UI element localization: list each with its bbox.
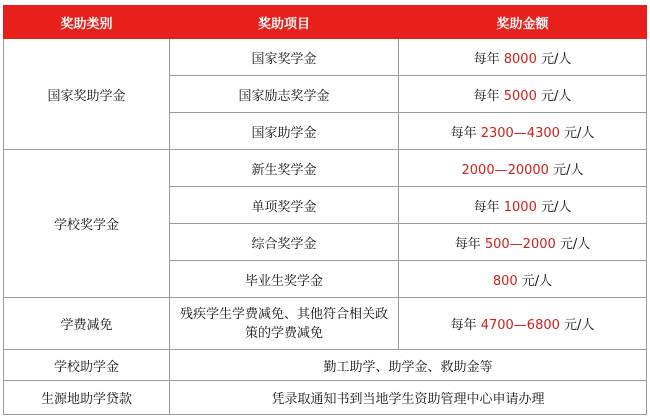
amount-cell — [399, 261, 647, 298]
amount-unit: 元/人 — [517, 273, 553, 289]
amount-value: 500—2000 — [484, 236, 556, 252]
header-row — [4, 6, 647, 39]
item-cell: 综合奖学金 — [170, 224, 399, 261]
amount-cell — [399, 39, 647, 76]
amount-prefix: 每年 — [450, 318, 481, 333]
amount-value: 2000—20000 — [461, 162, 549, 178]
table-row — [4, 39, 647, 76]
amount-unit: 元/人 — [559, 125, 595, 141]
item-cell: 国家励志奖学金 — [170, 76, 399, 113]
amount-value: 800 — [492, 273, 518, 289]
merged-content-cell: 凭录取通知书到当地学生资助管理中心申请办理 — [170, 381, 647, 415]
amount-cell — [399, 298, 647, 350]
amount-unit: 元/人 — [555, 236, 591, 252]
amount-cell — [399, 76, 647, 113]
amount-value: 8000 — [503, 51, 537, 67]
header-amount: 奖助金额 — [399, 6, 647, 39]
table-row — [4, 298, 647, 350]
amount-cell — [399, 150, 647, 187]
category-cell: 学费减免 — [4, 298, 170, 350]
item-cell: 国家助学金 — [170, 113, 399, 150]
item-cell: 国家奖学金 — [170, 39, 399, 76]
category-cell: 国家奖助学金 — [4, 39, 170, 150]
table-row — [4, 150, 647, 187]
amount-unit: 元/人 — [536, 199, 572, 215]
amount-prefix: 每年 — [473, 199, 504, 215]
amount-unit: 元/人 — [536, 51, 572, 67]
amount-prefix: 每年 — [450, 125, 481, 141]
header-category: 奖助类别 — [4, 6, 170, 39]
amount-unit: 元/人 — [536, 88, 572, 104]
item-cell: 单项奖学金 — [170, 187, 399, 224]
amount-cell — [399, 224, 647, 261]
item-cell: 残疾学生学费减免、其他符合相关政策的学费减免 — [170, 298, 399, 350]
aid-table — [3, 5, 647, 415]
amount-prefix: 每年 — [473, 51, 504, 67]
table-row — [4, 381, 647, 415]
amount-cell — [399, 187, 647, 224]
amount-unit: 元/人 — [559, 318, 595, 333]
amount-prefix: 每年 — [473, 88, 504, 104]
amount-value: 5000 — [503, 88, 537, 104]
amount-prefix: 每年 — [454, 236, 485, 252]
amount-cell — [399, 113, 647, 150]
category-cell: 学校奖学金 — [4, 150, 170, 298]
item-cell: 新生奖学金 — [170, 150, 399, 187]
amount-value: 4700—6800 — [480, 318, 560, 333]
amount-unit: 元/人 — [548, 162, 584, 178]
merged-content-cell: 勤工助学、助学金、救助金等 — [170, 350, 647, 381]
category-cell: 生源地助学贷款 — [4, 381, 170, 415]
header-item: 奖助项目 — [170, 6, 399, 39]
category-cell: 学校助学金 — [4, 350, 170, 381]
amount-value: 2300—4300 — [480, 125, 560, 141]
amount-value: 1000 — [503, 199, 537, 215]
table-row — [4, 350, 647, 381]
item-cell: 毕业生奖学金 — [170, 261, 399, 298]
